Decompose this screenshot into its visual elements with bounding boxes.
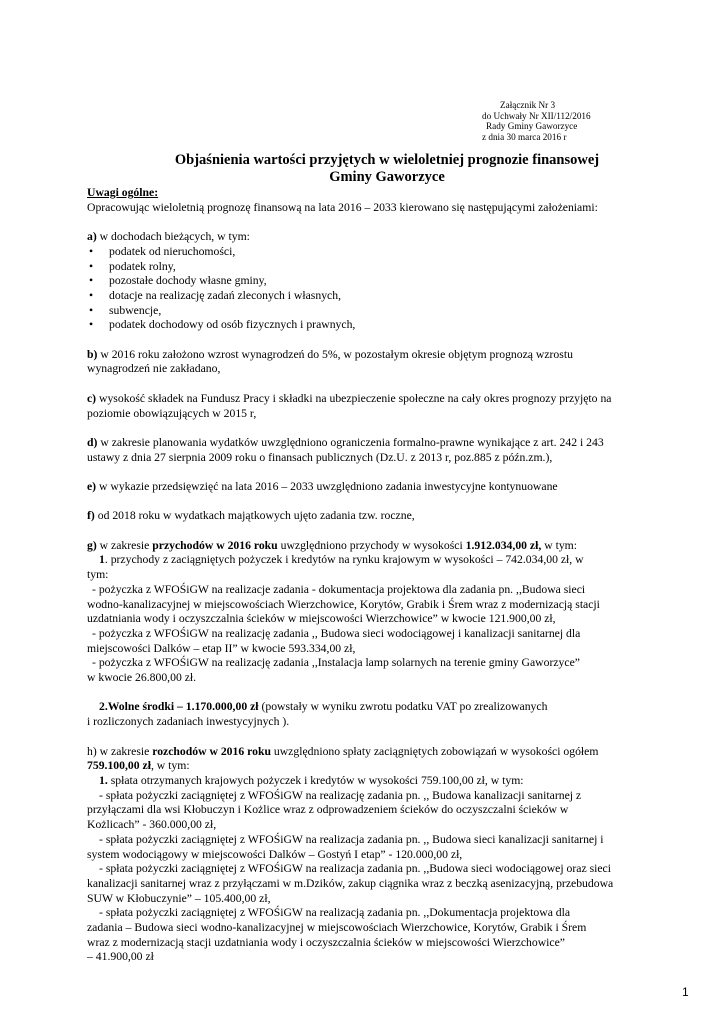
- repayment-item-line: Kożlicach” - 360.000,00 zł,: [87, 818, 217, 832]
- repayment-item: - spłata pożyczki zaciągniętej z WFOŚiGW na realizacja zadania pn. ,, Budowa sieci kanalizacji sanitarnej i: [99, 832, 604, 846]
- loan-item: - pożyczka z WFOŚiGW na realizację zadania ,, Budowa sieci wodociągowej i kanalizacji sanitarnej dla: [92, 626, 581, 640]
- list-item: • podatek dochodowy od osób fizycznych i prawnych,: [87, 318, 687, 333]
- repayment-item-line: kanalizacji sanitarnej wraz z przyłączami w m.Dzików, zakup ciągnika wraz z beczką asenizacyjną, przebudowa: [87, 876, 614, 890]
- loan-item-line: miejscowości Dalków – etap II” w kwocie 593.334,00 zł,: [87, 641, 356, 655]
- section-h: h) w zakresie rozchodów w 2016 roku uwzględniono spłaty zaciągniętych zobowiązań w wysokości ogółem: [87, 744, 599, 758]
- section-b: b) w 2016 roku założono wzrost wynagrodzeń do 5%, w pozostałym okresie objętym prognozą wzrostu: [87, 347, 573, 361]
- repayment-item-line: system wodociągowy w miejscowości Dalków – Gostyń I etap” - 120.000,00 zł,: [87, 847, 463, 861]
- repayment-item-line: wraz z modernizacją stacji uzdatniania wody i oczyszczalnia ścieków w miejscowości Wierzchowice”: [87, 935, 565, 949]
- section-c-line: poziomie obowiązujących w 2015 r,: [87, 406, 257, 420]
- section-b-line: wynagrodzeń nie zakładano,: [87, 362, 221, 376]
- repayment-item: - spłata pożyczki zaciągniętej z WFOŚiGW na realizacja zadania pn. ,,Budowa sieci wodociągowej oraz sieci: [99, 862, 611, 876]
- attachment-header: [482, 100, 712, 142]
- section-a: a) w dochodach bieżących, w tym:: [87, 230, 250, 244]
- repayment-item-line: zadania – Budowa sieci wodno-kanalizacyjnej w miejscowościach Wierzchowice, Korytów, Grabik i Śrem: [87, 921, 587, 935]
- repayment-item-line: przyłączami dla wsi Kłobuczyn i Kożlice wraz z odprowadzeniem ścieków do oczyszczalni ścieków w: [87, 803, 569, 817]
- header-line: z dnia 30 marca 2016 r: [482, 131, 567, 142]
- title-line: Gminy Gaworzyce: [329, 169, 445, 185]
- section-g: g) w zakresie przychodów w 2016 roku uwzględniono przychody w wysokości 1.912.034,00 zł, w tym:: [87, 538, 577, 552]
- loan-item: - pożyczka z WFOŚiGW na realizacje zadania - dokumentacja projektowa dla zadania pn. ,,Budowa sieci: [92, 582, 586, 596]
- section-f: f) od 2018 roku w wydatkach majątkowych ujęto zadania tzw. roczne,: [87, 509, 415, 523]
- list-item: • pozostałe dochody własne gminy,: [87, 274, 687, 289]
- list-item: • podatek rolny,: [87, 260, 687, 275]
- revenue-point-2: 2.Wolne środki – 1.170.000,00 zł (powstały w wyniku zwrotu podatku VAT po zrealizowanych: [99, 700, 548, 714]
- document-body: [87, 186, 687, 965]
- loan-item-line: w kwocie 26.800,00 zł.: [87, 671, 197, 685]
- general-heading: Uwagi ogólne:: [87, 186, 159, 199]
- section-d-line: ustawy z dnia 27 sierpnia 2009 roku o finansach publicznych (Dz.U. z 2013 r, poz.885 z późn.zm.),: [87, 450, 553, 464]
- repayment-item: - spłata pożyczki zaciągniętej z WFOŚiGW na realizacją zadania pn. ,,Dokumentacja projektowa dla: [99, 906, 571, 920]
- revenue-point-1-line: tym:: [87, 568, 109, 582]
- section-c: c) wysokość składek na Fundusz Pracy i składki na ubezpieczenie społeczne na cały okres prognozy przyjęto na: [87, 391, 612, 405]
- document-title: [87, 152, 687, 186]
- income-list: [87, 245, 687, 333]
- list-item: • subwencje,: [87, 304, 687, 319]
- section-e: e) w wykazie przedsięwzięć na lata 2016 – 2033 uwzględniono zadania inwestycyjne kontynuowane: [87, 479, 558, 493]
- list-item: • dotacje na realizację zadań zleconych i własnych,: [87, 289, 687, 304]
- repayment-item-line: SUW w Kłobuczynie” – 105.400,00 zł,: [87, 891, 271, 905]
- list-item: • podatek od nieruchomości,: [87, 245, 687, 260]
- general-intro: Opracowując wieloletnią prognozę finansową na lata 2016 – 2033 kierowano się następującymi założeniami:: [87, 200, 598, 214]
- section-d: d) w zakresie planowania wydatków uwzględniono ograniczenia formalno-prawne wynikające z art. 242 i 243: [87, 435, 604, 449]
- revenue-point-2-line: i rozliczonych zadaniach inwestycyjnych ).: [87, 715, 290, 729]
- loan-item: - pożyczka z WFOŚiGW na realizację zadania ,,Instalacja lamp solarnych na terenie gminy Gaworzyce”: [92, 656, 580, 670]
- page-number: 1: [682, 985, 689, 999]
- loan-item-line: wodno-kanalizacyjnej w miejscowościach Wierzchowice, Korytów, Grabik i Śrem wraz z modernizacją stacji: [87, 597, 600, 611]
- expense-point-1: 1. spłata otrzymanych krajowych pożyczek i kredytów w wysokości 759.100,00 zł, w tym:: [99, 773, 524, 787]
- repayment-item-line: – 41.900,00 zł: [87, 950, 154, 964]
- header-line: do Uchwały Nr XII/112/2016: [482, 110, 591, 121]
- section-h-line: 759.100,00 zł, w tym:: [87, 759, 190, 773]
- title-line: Objaśnienia wartości przyjętych w wieloletniej prognozie finansowej: [174, 152, 600, 168]
- header-line: Rady Gminy Gaworzyce: [486, 121, 578, 132]
- header-line: Załącznik Nr 3: [500, 100, 556, 110]
- loan-item-line: uzdatniania wody i oczyszczalnia ścieków w miejscowości Wierzchowice” w kwocie 121.900,00 zł,: [87, 612, 556, 626]
- repayment-item: - spłata pożyczki zaciągniętej z WFOŚiGW na realizację zadania pn. ,, Budowa kanalizacji sanitarnej z: [99, 788, 582, 802]
- revenue-point-1: 1. przychody z zaciągniętych pożyczek i kredytów na rynku krajowym w wysokości – 742.034,00 zł, w: [99, 553, 584, 567]
